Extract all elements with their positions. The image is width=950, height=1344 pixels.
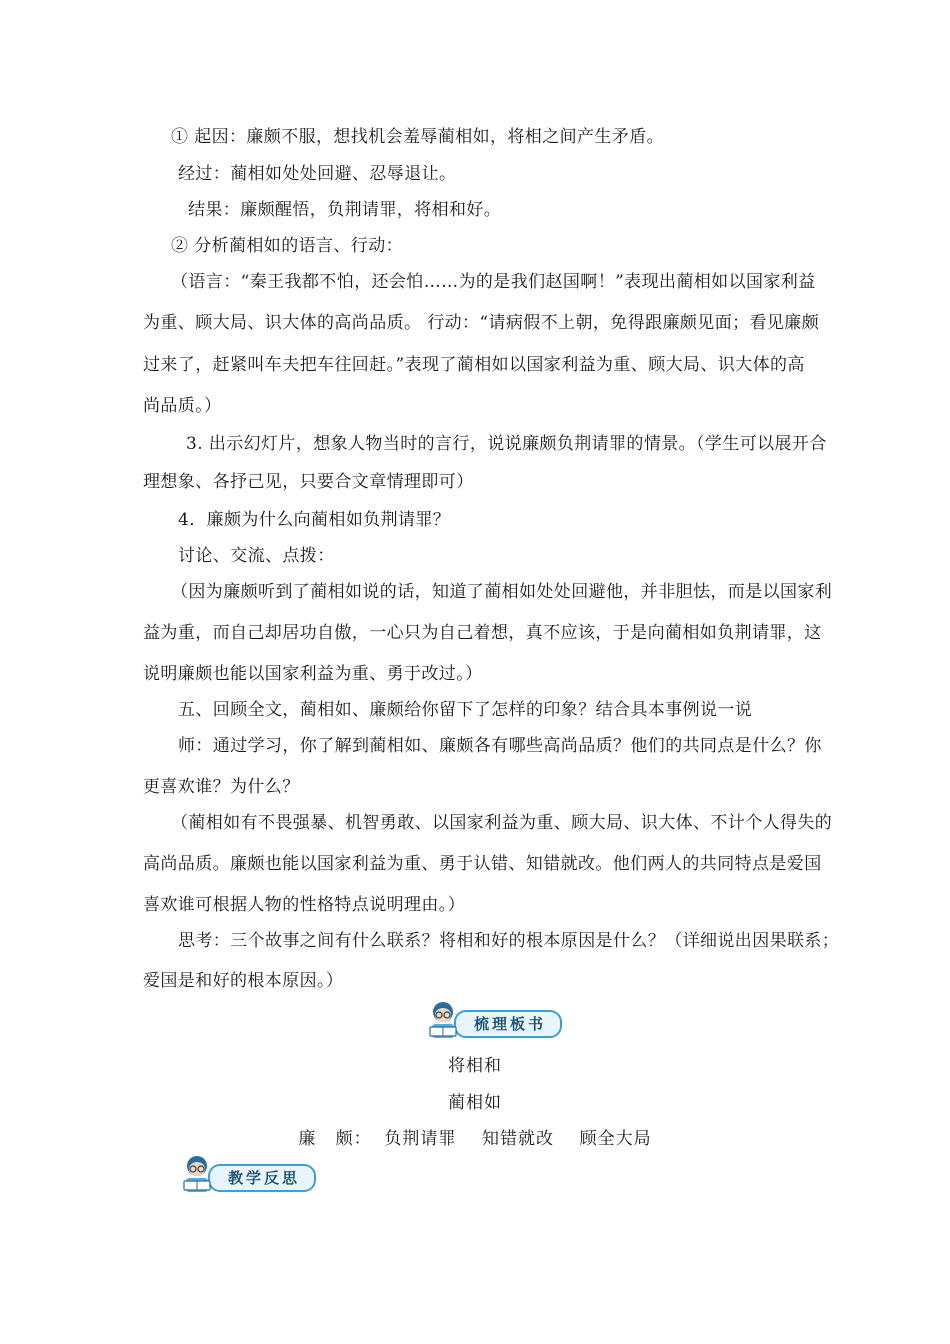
paragraph-section-5: 五、回顾全文，蔺相如、廉颇给你留下了怎样的印象？结合具本事例说一说	[178, 700, 753, 720]
teaching-reflection-badge	[178, 1160, 316, 1194]
teaching-reflection-label: 教学反思	[208, 1164, 316, 1192]
board-line-lian: 廉 颇： 负荆请罪 知错就改 顾全大局	[298, 1129, 652, 1149]
student-reading-icon	[178, 1154, 216, 1194]
board-summary-label: 梳理板书	[454, 1010, 562, 1038]
paragraph-cause: ① 起因：廉颇不服，想找机会羞辱蔺相如，将相之间产生矛盾。	[171, 127, 665, 147]
paragraph-answer-line-3: 喜欢谁可根据人物的性格特点说明理由。）	[143, 895, 466, 915]
paragraph-answer-line-1: （蔺相如有不畏强暴、机智勇敢、以国家利益为重、顾大局、识大体、不计个人得失的	[171, 813, 833, 833]
paragraph-teacher-line-2: 更喜欢谁？为什么？	[143, 777, 300, 797]
paragraph-answer-line-2: 高尚品质。廉颇也能以国家利益为重、勇于认错、知错就改。他们两人的共同特点是爱国	[143, 854, 822, 874]
paragraph-language-line-1: （语言：“秦王我都不怕，还会怕……为的是我们赵国啊！”表现出蔺相如以国家利益	[171, 272, 816, 292]
paragraph-teacher-line-1: 师：通过学习，你了解到蔺相如、廉颇各有哪些高尚品质？他们的共同点是什么？你	[178, 736, 822, 756]
student-reading-icon	[424, 1000, 462, 1040]
paragraph-language-line-2: 为重、顾大局、识大体的高尚品质。 行动：“请病假不上朝，免得跟廉颇见面；看见廉颇	[143, 313, 820, 333]
board-line-lin: 蔺相如	[448, 1093, 502, 1113]
board-title: 将相和	[448, 1056, 502, 1076]
paragraph-language-line-3: 过来了，赶紧叫车夫把车往回赶。”表现了蔺相如以国家利益为重、顾大局、识大体的高	[143, 355, 805, 375]
paragraph-analysis-heading: ② 分析蔺相如的语言、行动：	[171, 236, 404, 256]
paragraph-reason-line-2: 益为重，而自己却居功自傲，一心只为自己着想，真不应该，于是向蔺相如负荆请罪，这	[143, 623, 822, 643]
paragraph-item-3-line-1: 3. 出示幻灯片，想象人物当时的言行，说说廉颇负荆请罪的情景。（学生可以展开合	[186, 434, 827, 454]
paragraph-reason-line-1: （因为廉颇听到了蔺相如说的话，知道了蔺相如处处回避他，并非胆怯，而是以国家利	[171, 582, 833, 602]
paragraph-language-line-4: 尚品质。）	[143, 396, 222, 416]
paragraph-think-line-1: 思考：三个故事之间有什么联系？将相和好的根本原因是什么？（详细说出因果联系；	[178, 931, 840, 951]
paragraph-item-3-line-2: 理想象、各抒己见，只要合文章情理即可）	[143, 472, 474, 492]
paragraph-item-4: 4．廉颇为什么向蔺相如负荆请罪？	[178, 510, 451, 530]
paragraph-result: 结果：廉颇醒悟，负荆请罪，将相和好。	[188, 200, 502, 220]
paragraph-process: 经过：蔺相如处处回避、忍辱退让。	[178, 164, 457, 184]
board-summary-badge	[424, 1006, 562, 1040]
paragraph-think-line-2: 爱国是和好的根本原因。）	[143, 971, 344, 991]
paragraph-reason-line-3: 说明廉颇也能以国家利益为重、勇于改过。）	[143, 664, 483, 684]
paragraph-discussion: 讨论、交流、点拨：	[178, 546, 335, 566]
